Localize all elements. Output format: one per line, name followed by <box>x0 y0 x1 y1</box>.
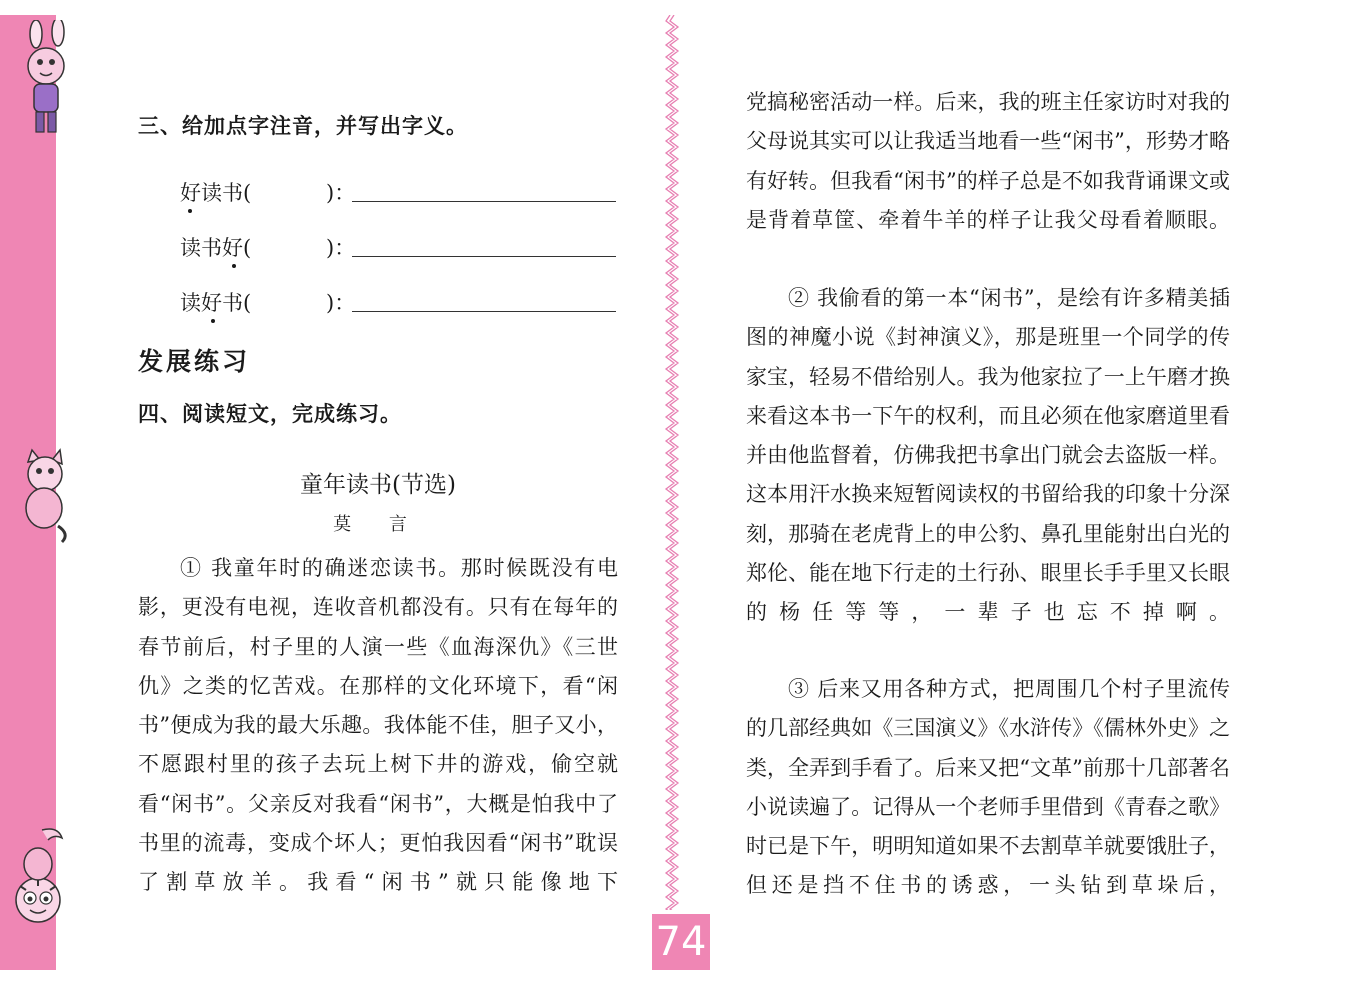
emphasis-dot <box>188 209 192 213</box>
emphasis-dot <box>211 319 215 323</box>
cat-mascot-icon <box>14 448 74 544</box>
question-row <box>180 177 620 207</box>
answer-blank[interactable] <box>352 311 616 312</box>
passage-author: 莫 言 <box>333 514 423 535</box>
rabbit-mascot-icon <box>14 20 76 138</box>
passage-paragraph-2: ② 我偷看的第一本“闲书”，是绘有许多精美插图的神魔小说《封神演义》，那是班里一个同学的传家宝，轻易不借给别人。我为他家拉了一上午磨才换来看这本书一下午的权利，而且必须在他家磨道里看并由他监督着，仿佛我把书拿出门就会去盗版一样。这本用汗水换来短暂阅读权的书留给我的印象十分深刻，那骑在老虎背上的申公豹、鼻孔里能射出白光的郑伦、能在地下行走的土行孙、眼里长手手里又长眼的杨任等等，一辈子也忘不掉啊。 <box>746 286 1230 625</box>
question-word: 读好书( <box>180 291 252 315</box>
section-four-title: 四、阅读短文，完成练习。 <box>138 402 402 426</box>
passage-paragraph-1: ① 我童年时的确迷恋读书。那时候既没有电影，更没有电视，连收音机都没有。只有在每年的春节前后，村子里的人演一些《血海深仇》《三世仇》之类的忆苦戏。在那样的文化环境下，看“闲书”便成为我的最大乐趣。我体能不佳，胆子又小，不愿跟村里的孩子去玩上树下井的游戏，偷空就看“闲书”。父亲反对我看“闲书”，大概是怕我中了书里的流毒，变成个坏人；更怕我因看“闲书”耽误了割草放羊。我看“闲书”就只能像地下 <box>138 556 618 895</box>
answer-blank[interactable] <box>352 256 616 257</box>
tiger-mascot-icon <box>8 824 70 936</box>
emphasis-dot <box>232 264 236 268</box>
page-fold-divider <box>662 15 682 910</box>
question-paren: )： <box>326 236 356 260</box>
question-row <box>180 287 620 317</box>
passage-paragraph-3: ③ 后来又用各种方式，把周围几个村子里流传的几部经典如《三国演义》《水浒传》《儒林外史》之类，全弄到手看了。后来又把“文革”前那十几部著名小说读遍了。记得从一个老师手里借到《青春之歌》时已是下午，明明知道如果不去割草羊就要饿肚子，但还是挡不住书的诱惑，一头钻到草垛后， <box>746 677 1230 898</box>
question-row <box>180 232 620 262</box>
section-three-title: 三、给加点字注音，并写出字义。 <box>138 114 468 138</box>
question-paren: )： <box>326 181 356 205</box>
question-word: 好读书( <box>180 181 252 205</box>
passage-title: 童年读书(节选) <box>300 472 456 498</box>
answer-blank[interactable] <box>352 201 616 202</box>
question-word: 读书好( <box>180 236 252 260</box>
development-practice-heading: 发展练习 <box>138 347 251 376</box>
passage-paragraph-1-continued: 党搞秘密活动一样。后来，我的班主任家访时对我的父母说其实可以让我适当地看一些“闲书”，形势才略有好转。但我看“闲书”的样子总是不如我背诵课文或是背着草筐、牵着牛羊的样子让我父母看着顺眼。 <box>746 90 1230 232</box>
question-paren: )： <box>326 291 356 315</box>
page-number: 74 <box>652 914 710 970</box>
